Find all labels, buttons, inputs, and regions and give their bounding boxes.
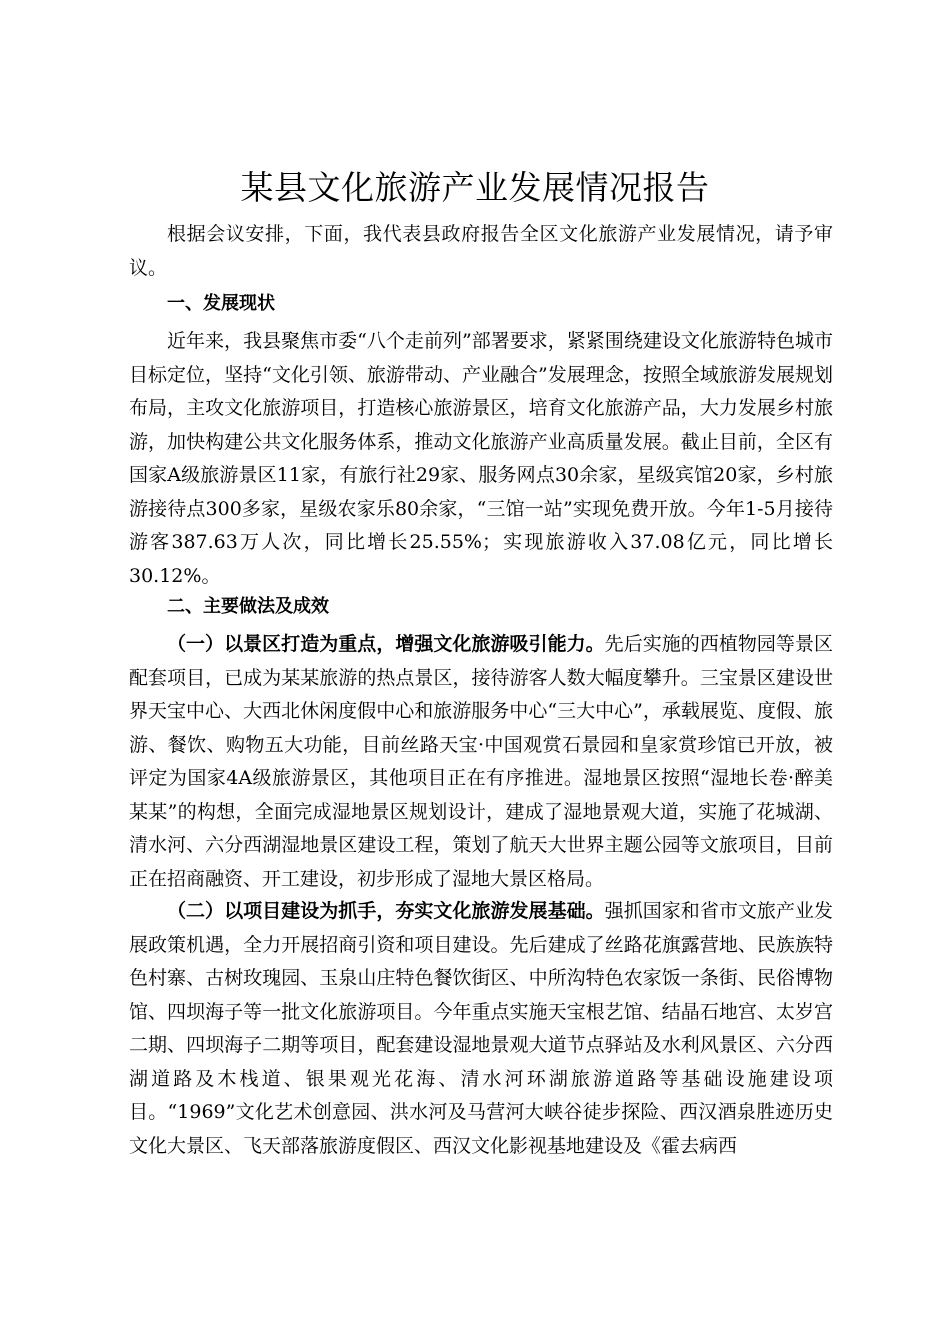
measure-item-text: 先后实施的西植物园等景区配套项目，已成为某某旅游的热点景区，接待游客人数大幅度攀升。三宝景区建设世界天宝中心、大西北休闲度假中心和旅游服务中心“三大中心”，承载展览、度假、旅游、餐饮、购物五大功能，目前丝路天宝·中国观赏石景园和皇家赏珍馆已开放，被评定为国家4A级旅游景区，其他项目正在有序推进。湿地景区按照“湿地长卷·醉美某某”的构想，全面完成湿地景区规划设计，建成了湿地景观大道，实施了花城湖、清水河、六分西湖湿地景区建设工程，策划了航天大世界主题公园等文旅项目，目前正在招商融资、开工建设，初步形成了湿地大景区格局。 bbox=[129, 633, 833, 890]
measure-item-text: 强抓国家和省市文旅产业发展政策机遇，全力开展招商引资和项目建设。先后建成了丝路花旗露营地、民族族特色村寨、古树玫瑰园、玉泉山庄特色餐饮街区、中所沟特色农家饭一条街、民俗博物馆、四坝海子等一批文化旅游项目。今年重点实施天宝根艺馆、结晶石地宫、太岁宫二期、四坝海子二期等项目，配套建设湿地景观大道节点驿站及水利风景区、六分西湖道路及木栈道、银果观光花海、清水河环湖旅游道路等基础设施建设项目。“1969”文化艺术创意园、洪水河及马营河大峡谷徒步探险、西汉酒泉胜迹历史文化大景区、飞天部落旅游度假区、西汉文化影视基地建设及《霍去病西 bbox=[129, 900, 833, 1157]
measure-item-projects bbox=[129, 895, 833, 1163]
section-heading-measures: 二、主要做法及成效 bbox=[167, 596, 329, 617]
document-title: 某县文化旅游产业发展情况报告 bbox=[240, 168, 710, 207]
intro-paragraph: 根据会议安排，下面，我代表县政府报告全区文化旅游产业发展情况，请予审议。 bbox=[129, 223, 833, 279]
section-heading-status: 一、发展现状 bbox=[167, 293, 275, 314]
status-paragraph: 近年来，我县聚焦市委“八个走前列”部署要求，紧紧围绕建设文化旅游特色城市目标定位，坚持“文化引领、旅游带动、产业融合”发展理念，按照全域旅游发展规划布局，主攻文化旅游项目，打造核心旅游景区，培育文化旅游产品，大力发展乡村旅游，加快构建公共文化服务体系，推动文化旅游产业高质量发展。截止目前，全区有国家A级旅游景区11家，有旅行社29家、服务网点30余家，星级宾馆20家，乡村旅游接待点300多家，星级农家乐80余家，“三馆一站”实现免费开放。今年1-5月接待游客387.63万人次，同比增长25.55%；实现旅游收入37.08亿元，同比增长30.12%。 bbox=[129, 330, 833, 587]
measure-item-lead: （一）以景区打造为重点，增强文化旅游吸引能力。 bbox=[167, 633, 605, 655]
measure-item-scenic-areas bbox=[129, 628, 833, 896]
measure-item-lead: （二）以项目建设为抓手，夯实文化旅游发展基础。 bbox=[167, 900, 605, 922]
